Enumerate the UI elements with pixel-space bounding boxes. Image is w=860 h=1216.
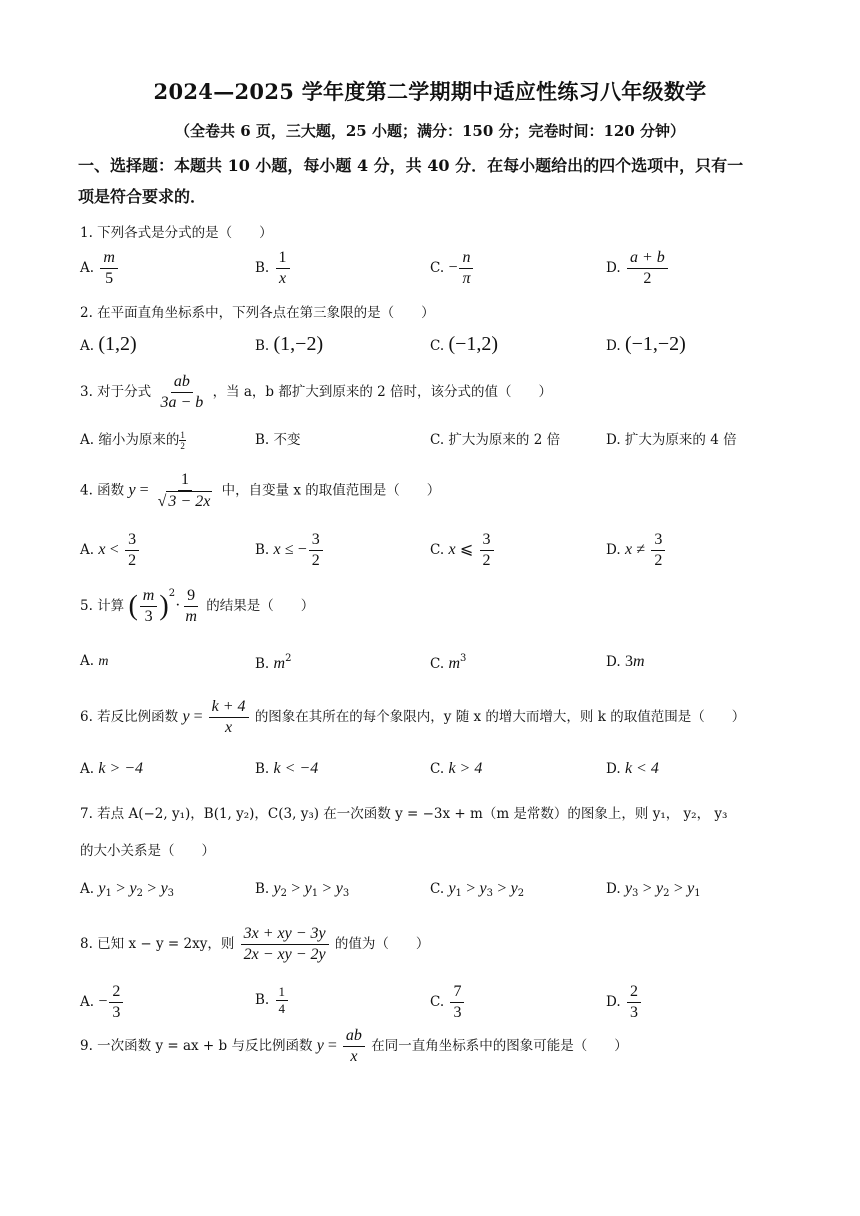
q1-option-b[interactable]: B. $\frac{1}{x}$: [255, 248, 292, 289]
q3-option-c[interactable]: C. 扩大为原来的 2 倍: [430, 432, 561, 448]
fraction: $\frac{9}{m}$: [185, 587, 197, 625]
q6-option-b[interactable]: B. k < −4: [255, 760, 319, 777]
question-5: 5. 计算 ( $\frac{m}{3}$ )$^2$· $\frac{9}{m}$ 的结果是（ ）: [80, 587, 315, 625]
q4-option-d[interactable]: D. x ≠ $\frac{3}{2}$: [606, 530, 667, 571]
question-8: 8. 已知 x − y = 2xy，则 $\frac{3x + xy - 3y}{2x - xy - 2y}$ 的值为（ ）: [80, 925, 430, 963]
q8-option-b[interactable]: B. $\frac{1}{4}$: [255, 984, 290, 1017]
question-3: 3. 对于分式 $\frac{ab}{3a - b}$ ，当 a，b 都扩大到原来的 2 倍时，该分式的值（ ）: [80, 373, 553, 411]
q3-option-b[interactable]: B. 不变: [255, 432, 301, 448]
fraction: $\frac{1}{x}$: [276, 248, 290, 289]
question-6: 6. 若反比例函数 y = $\frac{k + 4}{x}$ 的图象在其所在的每个象限内，y 随 x 的增大而增大，则 k 的取值范围是（ ）: [80, 698, 746, 736]
q4-option-b[interactable]: B. x ≤ − $\frac{3}{2}$: [255, 530, 325, 571]
fraction: $\frac{ab}{3a - b}$: [160, 373, 204, 411]
q5-option-b[interactable]: B. $m^2$: [255, 653, 292, 672]
q3-option-d[interactable]: D. 扩大为原来的 4 倍: [606, 432, 737, 448]
fraction: $\frac{1}{√ 3 - 2x}$: [157, 471, 211, 510]
section-line-1: 一、选择题：本题共 10 小题，每小题 4 分，共 40 分．在每小题给出的四个选项中，只有一: [78, 156, 744, 175]
question-1: 1. 下列各式是分式的是（ ）: [80, 225, 273, 241]
section-heading: [78, 150, 798, 212]
question-7-cont: 的大小关系是（ ）: [80, 843, 215, 859]
fraction: $\frac{3x + xy - 3y}{2x - xy - 2y}$: [241, 924, 329, 965]
fraction: $\frac{ab}{x}$: [343, 1026, 365, 1067]
question-4: 4. 函数 y = $\frac{1}{√ 3 - 2x}$ 中，自变量 x 的取值范围是（ ）: [80, 471, 441, 510]
q4-option-a[interactable]: A. x < $\frac{3}{2}$: [80, 530, 141, 571]
fraction: $\frac{m}{5}$: [100, 248, 118, 289]
q2-option-c[interactable]: C. (−1,2): [430, 333, 499, 355]
q8-option-c[interactable]: C. $\frac{7}{3}$: [430, 982, 466, 1023]
q7-option-c[interactable]: C. $y_1 > y_3 > y_2$: [430, 880, 525, 899]
q4-option-c[interactable]: C. x ⩽ $\frac{3}{2}$: [430, 530, 496, 571]
q1-option-a[interactable]: A. $\frac{m}{5}$: [80, 248, 120, 289]
q2-option-d[interactable]: D. (−1,−2): [606, 333, 686, 355]
q6-option-a[interactable]: A. k > −4: [80, 760, 144, 777]
question-9: 9. 一次函数 y = ax + b 与反比例函数 y = $\frac{ab}{x}$ 在同一直角坐标系中的图象可能是（ ）: [80, 1027, 628, 1065]
q2-option-b[interactable]: B. (1,−2): [255, 333, 324, 355]
fraction: $\frac{m}{3}$: [140, 586, 158, 627]
q1-option-c[interactable]: C. − $\frac{n}{\pi}$: [430, 248, 475, 289]
q8-option-d[interactable]: D. $\frac{2}{3}$: [606, 982, 643, 1023]
q8-option-a[interactable]: A. − $\frac{2}{3}$: [80, 982, 125, 1023]
q5-option-c[interactable]: C. $m^3$: [430, 653, 467, 672]
q6-option-c[interactable]: C. k > 4: [430, 760, 483, 777]
section-line-2: 项是符合要求的．: [78, 187, 207, 206]
fraction: $\frac{k + 4}{x}$: [209, 697, 249, 738]
q7-option-b[interactable]: B. $y_2 > y_1 > y_3$: [255, 880, 350, 899]
question-2: 2. 在平面直角坐标系中，下列各点在第三象限的是（ ）: [80, 305, 435, 321]
fraction: $\frac{1}{2}$: [180, 430, 185, 451]
page-title: 2024—2025 学年度第二学期期中适应性练习八年级数学: [153, 79, 707, 104]
q2-option-a[interactable]: A. (1,2): [80, 333, 137, 355]
fraction: $\frac{n}{\pi}$: [459, 248, 473, 289]
question-7: 7. 若点 A(−2, y₁)，B(1, y₂)，C(3, y₃) 在一次函数 y = −3x + m（m 是常数）的图象上，则 y₁， y₂， y₃: [80, 806, 728, 822]
q3-option-a[interactable]: A. 缩小为原来的 $\frac{1}{2}$: [80, 430, 185, 451]
q5-option-a[interactable]: A. m: [80, 653, 109, 669]
q7-option-d[interactable]: D. $y_3 > y_2 > y_1$: [606, 880, 701, 899]
exam-info: （全卷共 6 页，三大题，25 小题；满分：150 分；完卷时间：120 分钟）: [174, 122, 686, 140]
q1-option-d[interactable]: D. $\frac{a + b}{2}$: [606, 248, 670, 289]
q5-option-d[interactable]: D. 3m: [606, 653, 645, 670]
q6-option-d[interactable]: D. k < 4: [606, 760, 659, 777]
q7-option-a[interactable]: A. $y_1 > y_2 > y_3$: [80, 880, 175, 899]
fraction: $\frac{a + b}{2}$: [627, 248, 668, 289]
